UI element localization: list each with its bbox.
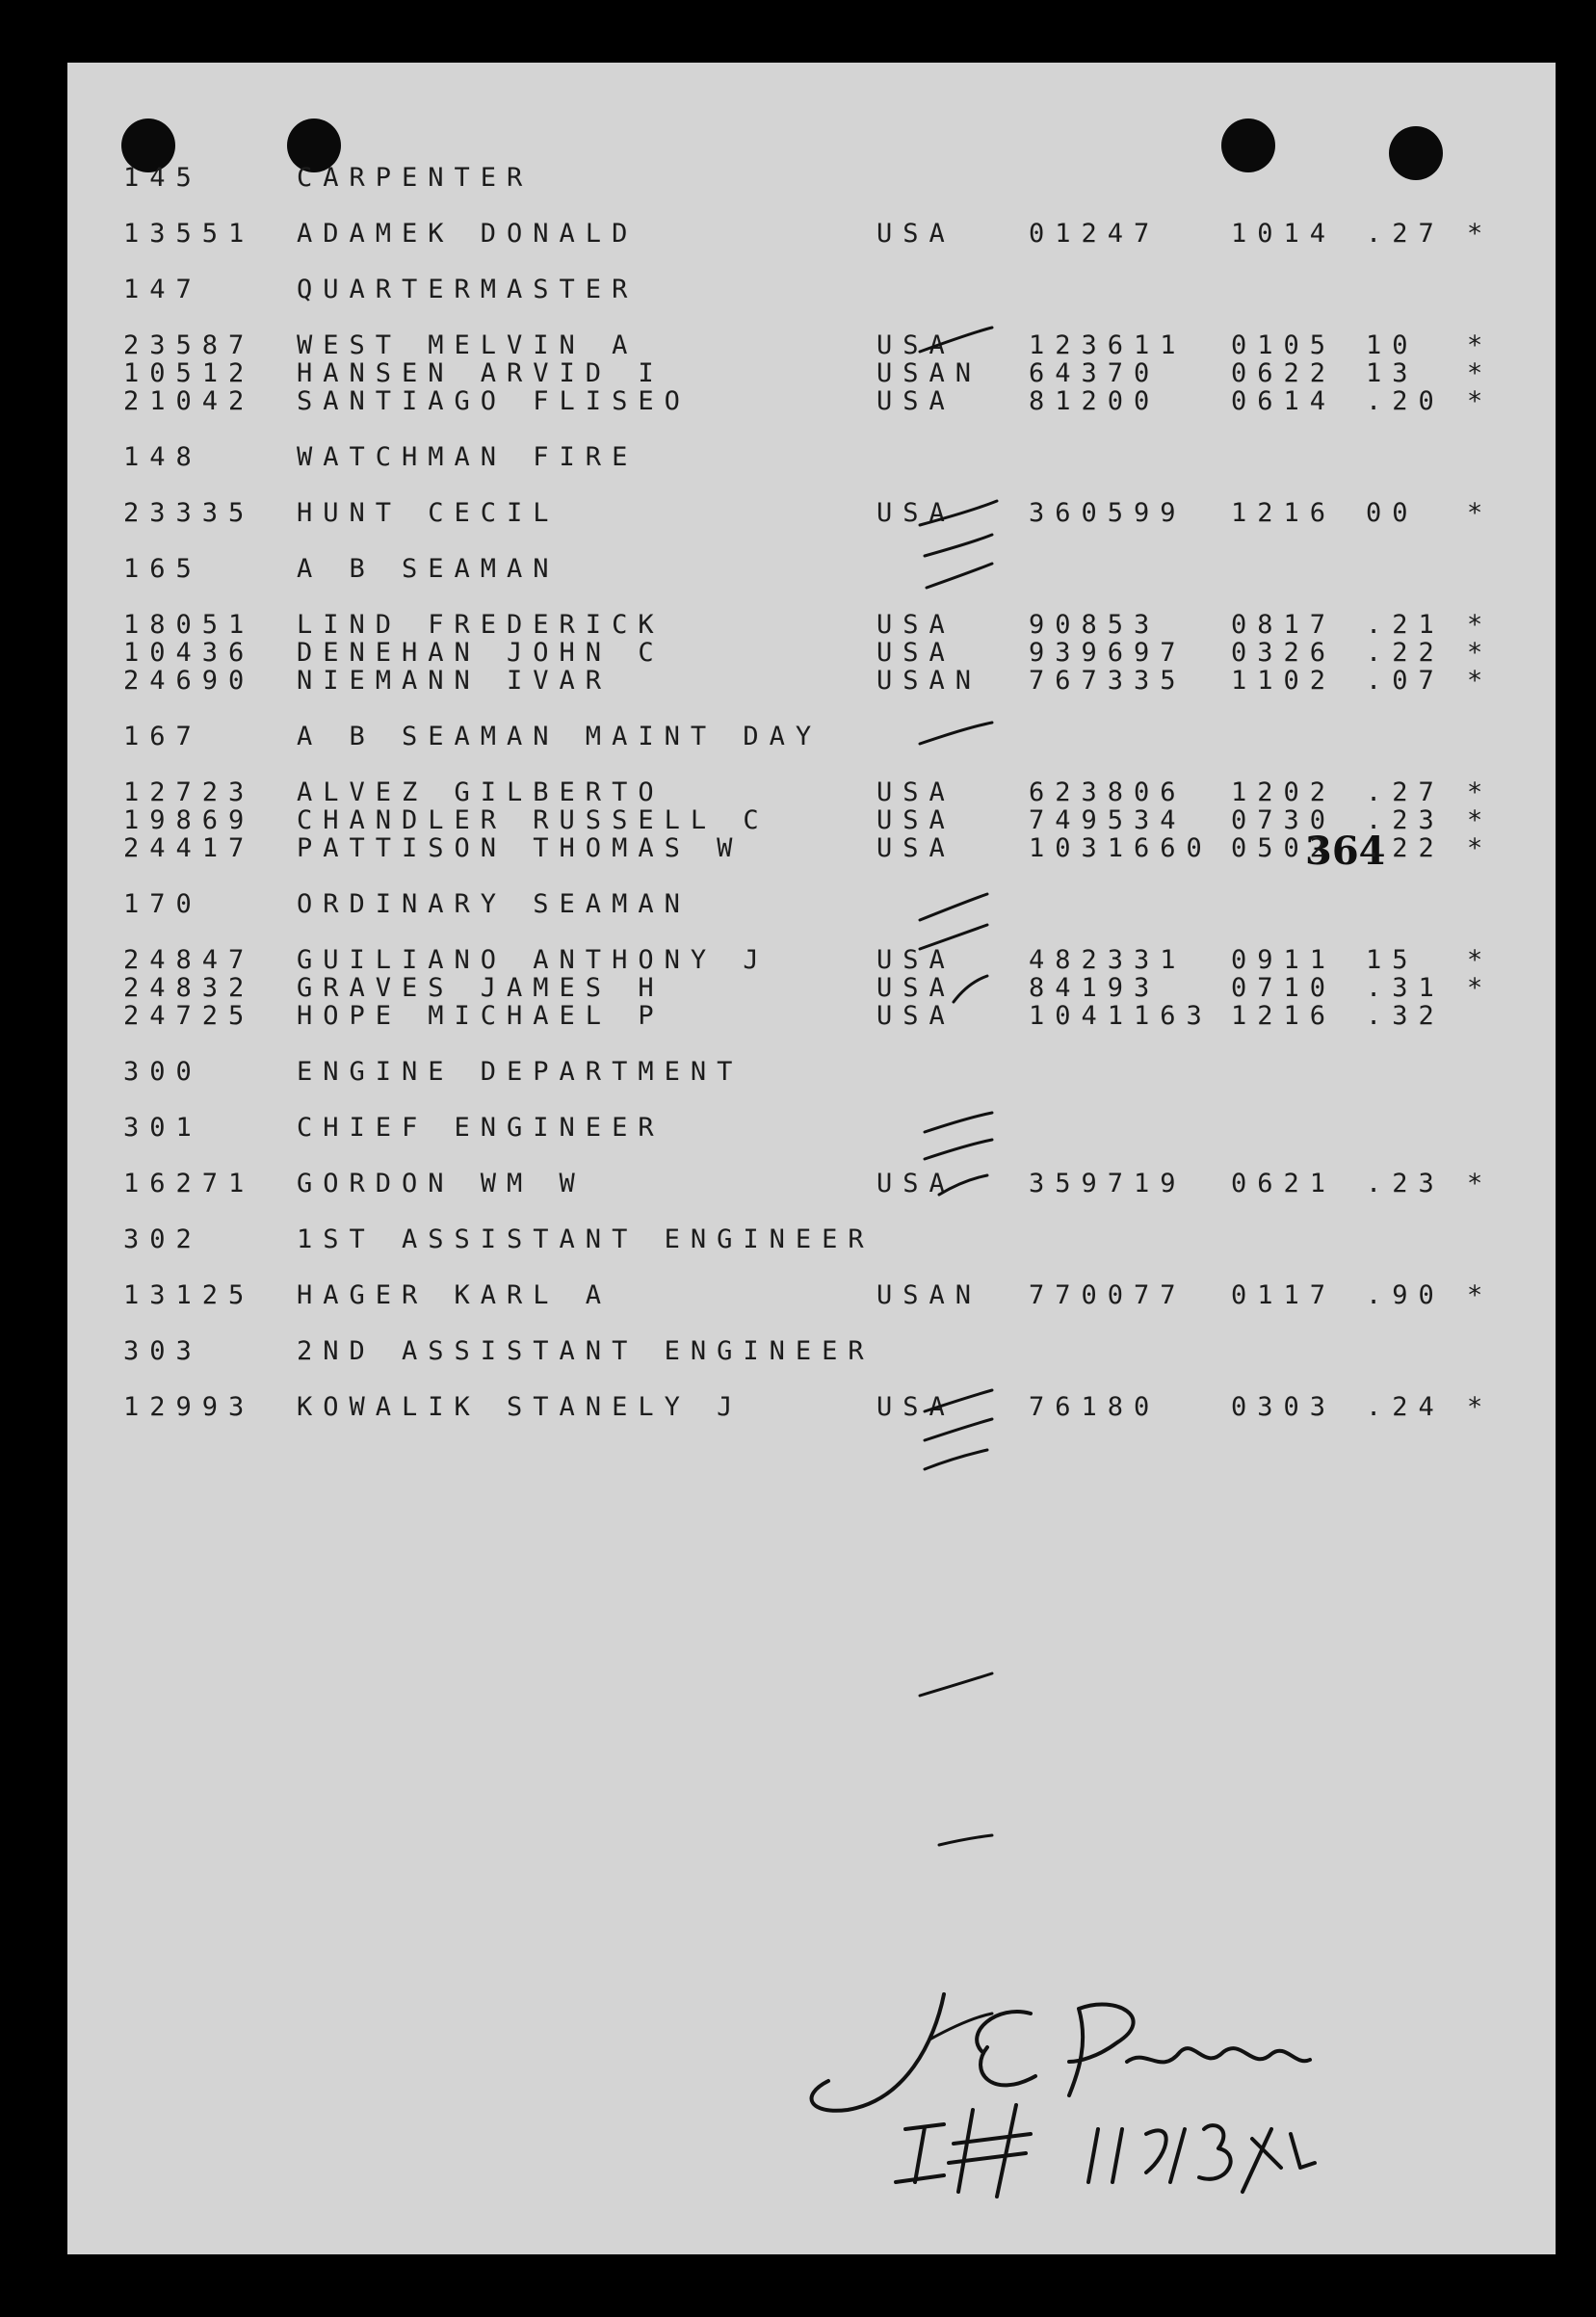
crew-id: 24690 bbox=[123, 666, 255, 696]
section-title: CHIEF ENGINEER bbox=[297, 1113, 665, 1143]
crew-id: 23587 bbox=[123, 330, 255, 360]
crew-name: ADAMEK DONALD bbox=[297, 219, 639, 249]
asterisk-mark: * bbox=[1467, 1280, 1494, 1310]
crew-value: .32 bbox=[1366, 1001, 1445, 1031]
crew-id: 12993 bbox=[123, 1392, 255, 1422]
section-title: 1ST ASSISTANT ENGINEER bbox=[297, 1224, 875, 1254]
crew-nationality: USA bbox=[876, 805, 955, 835]
asterisk-mark: * bbox=[1467, 610, 1494, 640]
section-code: 167 bbox=[123, 722, 202, 751]
crew-id: 24725 bbox=[123, 1001, 255, 1031]
asterisk-mark: * bbox=[1467, 219, 1494, 249]
crew-nationality: USA bbox=[876, 638, 955, 668]
crew-value: .27 bbox=[1366, 219, 1445, 249]
asterisk-mark: * bbox=[1467, 638, 1494, 668]
crew-value: .31 bbox=[1366, 973, 1445, 1003]
crew-date: 0730 bbox=[1231, 805, 1337, 835]
crew-number: 482331 bbox=[1029, 945, 1187, 975]
crew-date: 1014 bbox=[1231, 219, 1337, 249]
crew-value: .23 bbox=[1366, 805, 1445, 835]
crew-nationality: USA bbox=[876, 219, 955, 249]
crew-value: .20 bbox=[1366, 386, 1445, 416]
crew-value: .23 bbox=[1366, 1169, 1445, 1198]
crew-value: .22 bbox=[1366, 833, 1445, 863]
crew-date: 0911 bbox=[1231, 945, 1337, 975]
handwritten-signature bbox=[790, 1985, 1426, 2206]
crew-name: HANSEN ARVID I bbox=[297, 358, 665, 388]
crew-number: 770077 bbox=[1029, 1280, 1187, 1310]
crew-nationality: USA bbox=[876, 777, 955, 807]
crew-number: 64370 bbox=[1029, 358, 1161, 388]
crew-value: .22 bbox=[1366, 638, 1445, 668]
crew-id: 16271 bbox=[123, 1169, 255, 1198]
asterisk-mark: * bbox=[1467, 777, 1494, 807]
asterisk-mark: * bbox=[1467, 945, 1494, 975]
crew-date: 0502 bbox=[1231, 833, 1337, 863]
crew-value: 10 bbox=[1366, 330, 1419, 360]
section-title: WATCHMAN FIRE bbox=[297, 442, 639, 472]
crew-name: HUNT CECIL bbox=[297, 498, 560, 528]
crew-nationality: USAN bbox=[876, 666, 982, 696]
crew-id: 19869 bbox=[123, 805, 255, 835]
section-title: CARPENTER bbox=[297, 163, 534, 193]
crew-number: 84193 bbox=[1029, 973, 1161, 1003]
crew-id: 13125 bbox=[123, 1280, 255, 1310]
section-title: 2ND ASSISTANT ENGINEER bbox=[297, 1336, 875, 1366]
crew-number: 1041163 bbox=[1029, 1001, 1213, 1031]
section-code: 170 bbox=[123, 889, 202, 919]
crew-number: 123611 bbox=[1029, 330, 1187, 360]
crew-date: 0105 bbox=[1231, 330, 1337, 360]
crew-value: .24 bbox=[1366, 1392, 1445, 1422]
crew-nationality: USAN bbox=[876, 358, 982, 388]
crew-date: 1216 bbox=[1231, 1001, 1337, 1031]
section-code: 147 bbox=[123, 275, 202, 304]
crew-number: 623806 bbox=[1029, 777, 1187, 807]
crew-id: 12723 bbox=[123, 777, 255, 807]
crew-name: GUILIANO ANTHONY J bbox=[297, 945, 770, 975]
crew-number: 359719 bbox=[1029, 1169, 1187, 1198]
crew-value: 00 bbox=[1366, 498, 1419, 528]
crew-number: 01247 bbox=[1029, 219, 1161, 249]
crew-nationality: USA bbox=[876, 498, 955, 528]
crew-id: 10512 bbox=[123, 358, 255, 388]
crew-name: SANTIAGO FLISEO bbox=[297, 386, 691, 416]
crew-name: HAGER KARL A bbox=[297, 1280, 613, 1310]
asterisk-mark: * bbox=[1467, 1169, 1494, 1198]
crew-id: 10436 bbox=[123, 638, 255, 668]
section-title: A B SEAMAN bbox=[297, 554, 560, 584]
section-title: ORDINARY SEAMAN bbox=[297, 889, 691, 919]
crew-date: 0303 bbox=[1231, 1392, 1337, 1422]
page-number-stamp: 364 bbox=[1305, 829, 1386, 874]
crew-id: 18051 bbox=[123, 610, 255, 640]
crew-id: 24847 bbox=[123, 945, 255, 975]
section-title: QUARTERMASTER bbox=[297, 275, 639, 304]
crew-name: GRAVES JAMES H bbox=[297, 973, 665, 1003]
crew-name: NIEMANN IVAR bbox=[297, 666, 613, 696]
crew-date: 1102 bbox=[1231, 666, 1337, 696]
crew-date: 0621 bbox=[1231, 1169, 1337, 1198]
crew-nationality: USA bbox=[876, 1169, 955, 1198]
crew-id: 24417 bbox=[123, 833, 255, 863]
crew-number: 90853 bbox=[1029, 610, 1161, 640]
crew-nationality: USA bbox=[876, 330, 955, 360]
crew-date: 0614 bbox=[1231, 386, 1337, 416]
crew-id: 21042 bbox=[123, 386, 255, 416]
crew-id: 13551 bbox=[123, 219, 255, 249]
section-code: 302 bbox=[123, 1224, 202, 1254]
crew-number: 749534 bbox=[1029, 805, 1187, 835]
section-code: 148 bbox=[123, 442, 202, 472]
crew-id: 24832 bbox=[123, 973, 255, 1003]
pen-checkmarks bbox=[67, 63, 1556, 2254]
crew-nationality: USA bbox=[876, 1001, 955, 1031]
asterisk-mark: * bbox=[1467, 805, 1494, 835]
crew-nationality: USA bbox=[876, 386, 955, 416]
crew-name: DENEHAN JOHN C bbox=[297, 638, 665, 668]
crew-value: .21 bbox=[1366, 610, 1445, 640]
crew-number: 939697 bbox=[1029, 638, 1187, 668]
crew-date: 0817 bbox=[1231, 610, 1337, 640]
crew-value: .27 bbox=[1366, 777, 1445, 807]
asterisk-mark: * bbox=[1467, 386, 1494, 416]
section-code: 300 bbox=[123, 1057, 202, 1087]
section-code: 165 bbox=[123, 554, 202, 584]
crew-number: 1031660 bbox=[1029, 833, 1213, 863]
crew-name: WEST MELVIN A bbox=[297, 330, 639, 360]
crew-value: .07 bbox=[1366, 666, 1445, 696]
crew-name: CHANDLER RUSSELL C bbox=[297, 805, 770, 835]
crew-nationality: USA bbox=[876, 833, 955, 863]
crew-name: GORDON WM W bbox=[297, 1169, 586, 1198]
crew-name: LIND FREDERICK bbox=[297, 610, 665, 640]
asterisk-mark: * bbox=[1467, 358, 1494, 388]
document-page bbox=[67, 63, 1556, 2254]
crew-id: 23335 bbox=[123, 498, 255, 528]
crew-name: KOWALIK STANELY J bbox=[297, 1392, 744, 1422]
crew-nationality: USA bbox=[876, 973, 955, 1003]
crew-nationality: USAN bbox=[876, 1280, 982, 1310]
section-code: 303 bbox=[123, 1336, 202, 1366]
crew-date: 0622 bbox=[1231, 358, 1337, 388]
asterisk-mark: * bbox=[1467, 1392, 1494, 1422]
section-title: ENGINE DEPARTMENT bbox=[297, 1057, 744, 1087]
crew-name: HOPE MICHAEL P bbox=[297, 1001, 665, 1031]
asterisk-mark: * bbox=[1467, 833, 1494, 863]
crew-number: 360599 bbox=[1029, 498, 1187, 528]
crew-value: .90 bbox=[1366, 1280, 1445, 1310]
crew-number: 81200 bbox=[1029, 386, 1161, 416]
crew-date: 1216 bbox=[1231, 498, 1337, 528]
asterisk-mark: * bbox=[1467, 973, 1494, 1003]
crew-number: 76180 bbox=[1029, 1392, 1161, 1422]
crew-nationality: USA bbox=[876, 945, 955, 975]
crew-name: PATTISON THOMAS W bbox=[297, 833, 744, 863]
asterisk-mark: * bbox=[1467, 666, 1494, 696]
section-code: 301 bbox=[123, 1113, 202, 1143]
section-title: A B SEAMAN MAINT DAY bbox=[297, 722, 823, 751]
asterisk-mark: * bbox=[1467, 330, 1494, 360]
crew-date: 0710 bbox=[1231, 973, 1337, 1003]
asterisk-mark: * bbox=[1467, 498, 1494, 528]
crew-nationality: USA bbox=[876, 1392, 955, 1422]
crew-date: 0117 bbox=[1231, 1280, 1337, 1310]
crew-value: 15 bbox=[1366, 945, 1419, 975]
crew-nationality: USA bbox=[876, 610, 955, 640]
crew-date: 0326 bbox=[1231, 638, 1337, 668]
crew-name: ALVEZ GILBERTO bbox=[297, 777, 665, 807]
section-code: 145 bbox=[123, 163, 202, 193]
crew-number: 767335 bbox=[1029, 666, 1187, 696]
crew-value: 13 bbox=[1366, 358, 1419, 388]
crew-date: 1202 bbox=[1231, 777, 1337, 807]
